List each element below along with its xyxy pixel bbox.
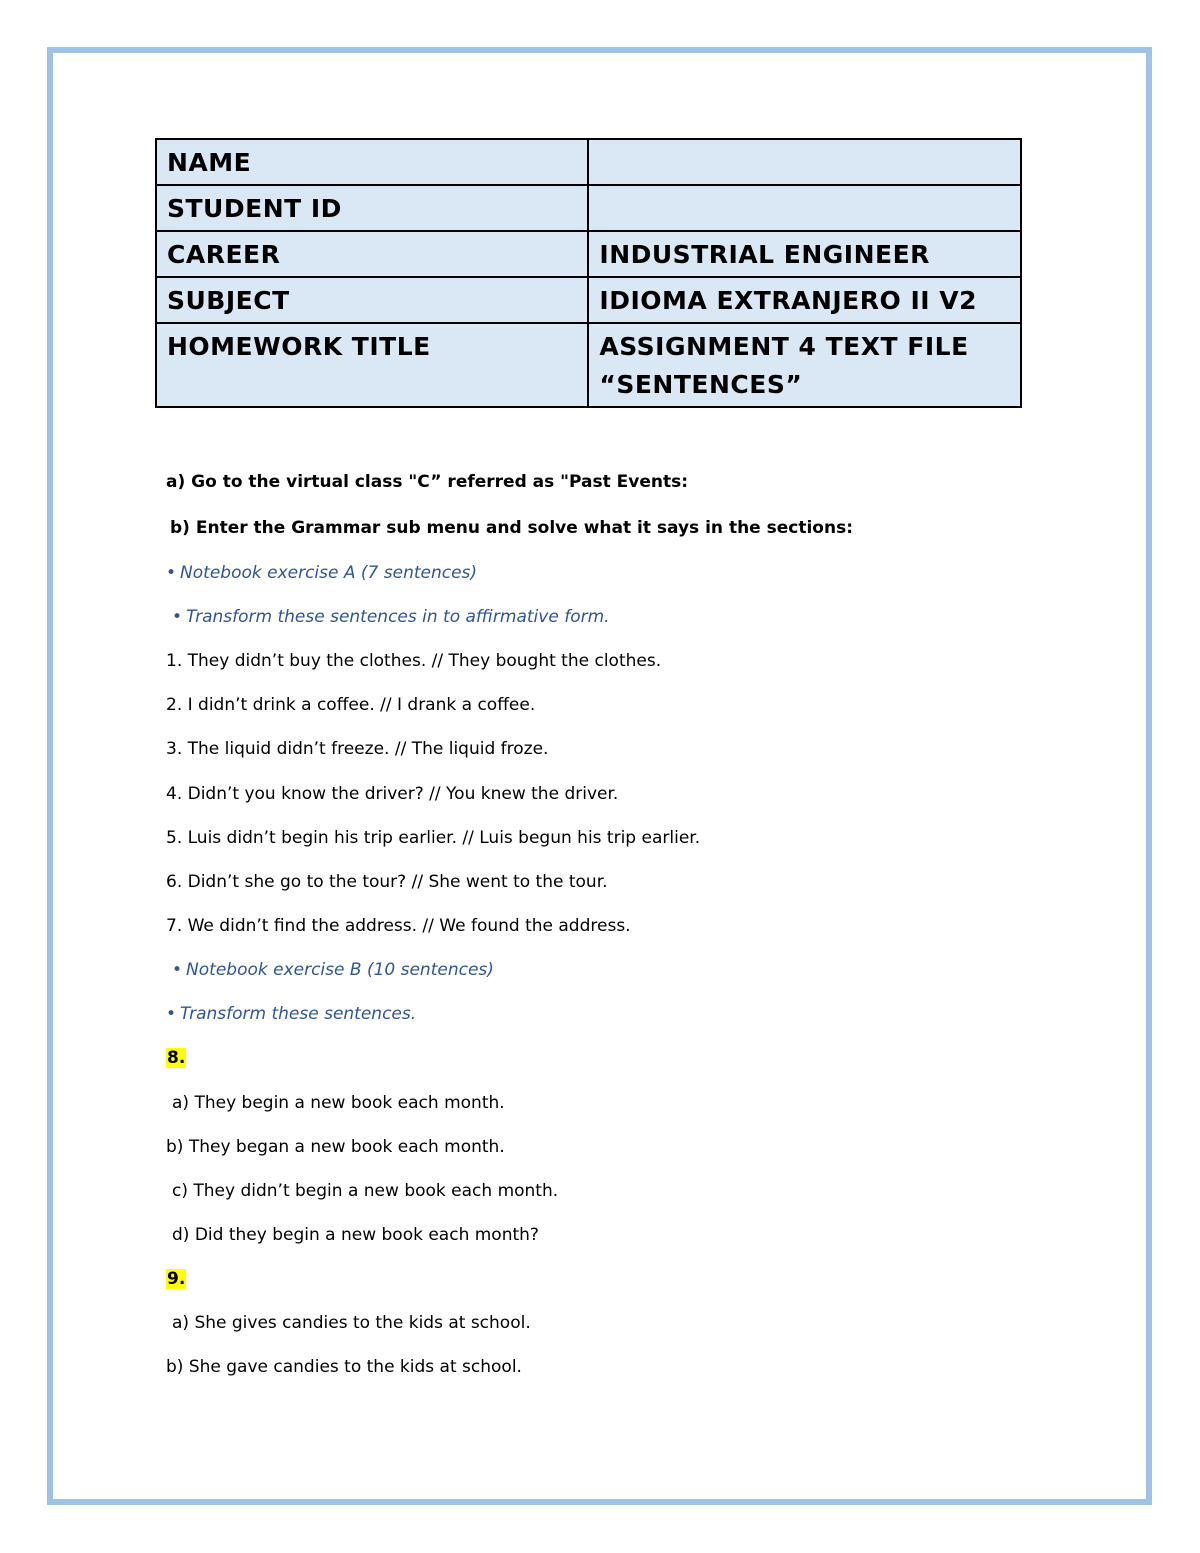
table-row [156, 323, 1021, 407]
section-b-subtitle-text: Transform these sentences. [180, 1004, 417, 1024]
sentence-4: 4. Didn’t you know the driver? // You knew the driver. [166, 784, 619, 804]
student-id-value [588, 185, 1021, 231]
item-9-number [166, 1267, 186, 1291]
instruction-b: b) Enter the Grammar sub menu and solve what it says in the sections: [170, 518, 853, 538]
student-id-label: STUDENT ID [156, 185, 588, 231]
bullet-icon: • [172, 960, 183, 980]
subject-label: SUBJECT [156, 277, 588, 323]
item-9a: a) She gives candies to the kids at school. [172, 1313, 531, 1333]
section-a-title [166, 561, 477, 585]
sentence-2: 2. I didn’t drink a coffee. // I drank a coffee. [166, 695, 536, 715]
bullet-icon: • [166, 563, 177, 583]
item-8-number-text: 8. [167, 1048, 186, 1068]
item-8b: b) They began a new book each month. [166, 1137, 505, 1157]
sentence-5: 5. Luis didn’t begin his trip earlier. // Luis begun his trip earlier. [166, 828, 701, 848]
section-b-subtitle [166, 1002, 416, 1026]
section-a-subtitle [172, 605, 610, 629]
instruction-a: a) Go to the virtual class "C” referred as "Past Events: [166, 472, 689, 492]
name-label: NAME [156, 139, 588, 185]
career-label: CAREER [156, 231, 588, 277]
section-b-title-text: Notebook exercise B (10 sentences) [186, 960, 494, 980]
bullet-icon: • [166, 1004, 177, 1024]
career-value: INDUSTRIAL ENGINEER [588, 231, 1021, 277]
homework-title-line-1: ASSIGNMENT 4 TEXT FILE [599, 332, 969, 361]
homework-title-line-2: “SENTENCES” [599, 370, 803, 399]
homework-title-label: HOMEWORK TITLE [156, 323, 588, 407]
item-9b: b) She gave candies to the kids at school. [166, 1357, 522, 1377]
item-8c: c) They didn’t begin a new book each month. [172, 1181, 559, 1201]
sentence-7: 7. We didn’t find the address. // We found the address. [166, 916, 631, 936]
table-row [156, 139, 1021, 185]
homework-title-value [588, 323, 1021, 407]
section-a-subtitle-text: Transform these sentences in to affirmative form. [186, 607, 610, 627]
item-8a: a) They begin a new book each month. [172, 1093, 505, 1113]
name-value [588, 139, 1021, 185]
sentence-3: 3. The liquid didn’t freeze. // The liquid froze. [166, 739, 549, 759]
sentence-1: 1. They didn’t buy the clothes. // They bought the clothes. [166, 651, 662, 671]
section-a-title-text: Notebook exercise A (7 sentences) [180, 563, 478, 583]
bullet-icon: • [172, 607, 183, 627]
table-row [156, 231, 1021, 277]
section-b-title [172, 958, 494, 982]
table-row [156, 185, 1021, 231]
sentence-6: 6. Didn’t she go to the tour? // She went to the tour. [166, 872, 608, 892]
table-row [156, 277, 1021, 323]
item-8-number [166, 1046, 186, 1070]
assignment-info-table [155, 138, 1022, 408]
item-8d: d) Did they begin a new book each month? [172, 1225, 539, 1245]
item-9-number-text: 9. [167, 1269, 186, 1289]
subject-value: IDIOMA EXTRANJERO II V2 [588, 277, 1021, 323]
